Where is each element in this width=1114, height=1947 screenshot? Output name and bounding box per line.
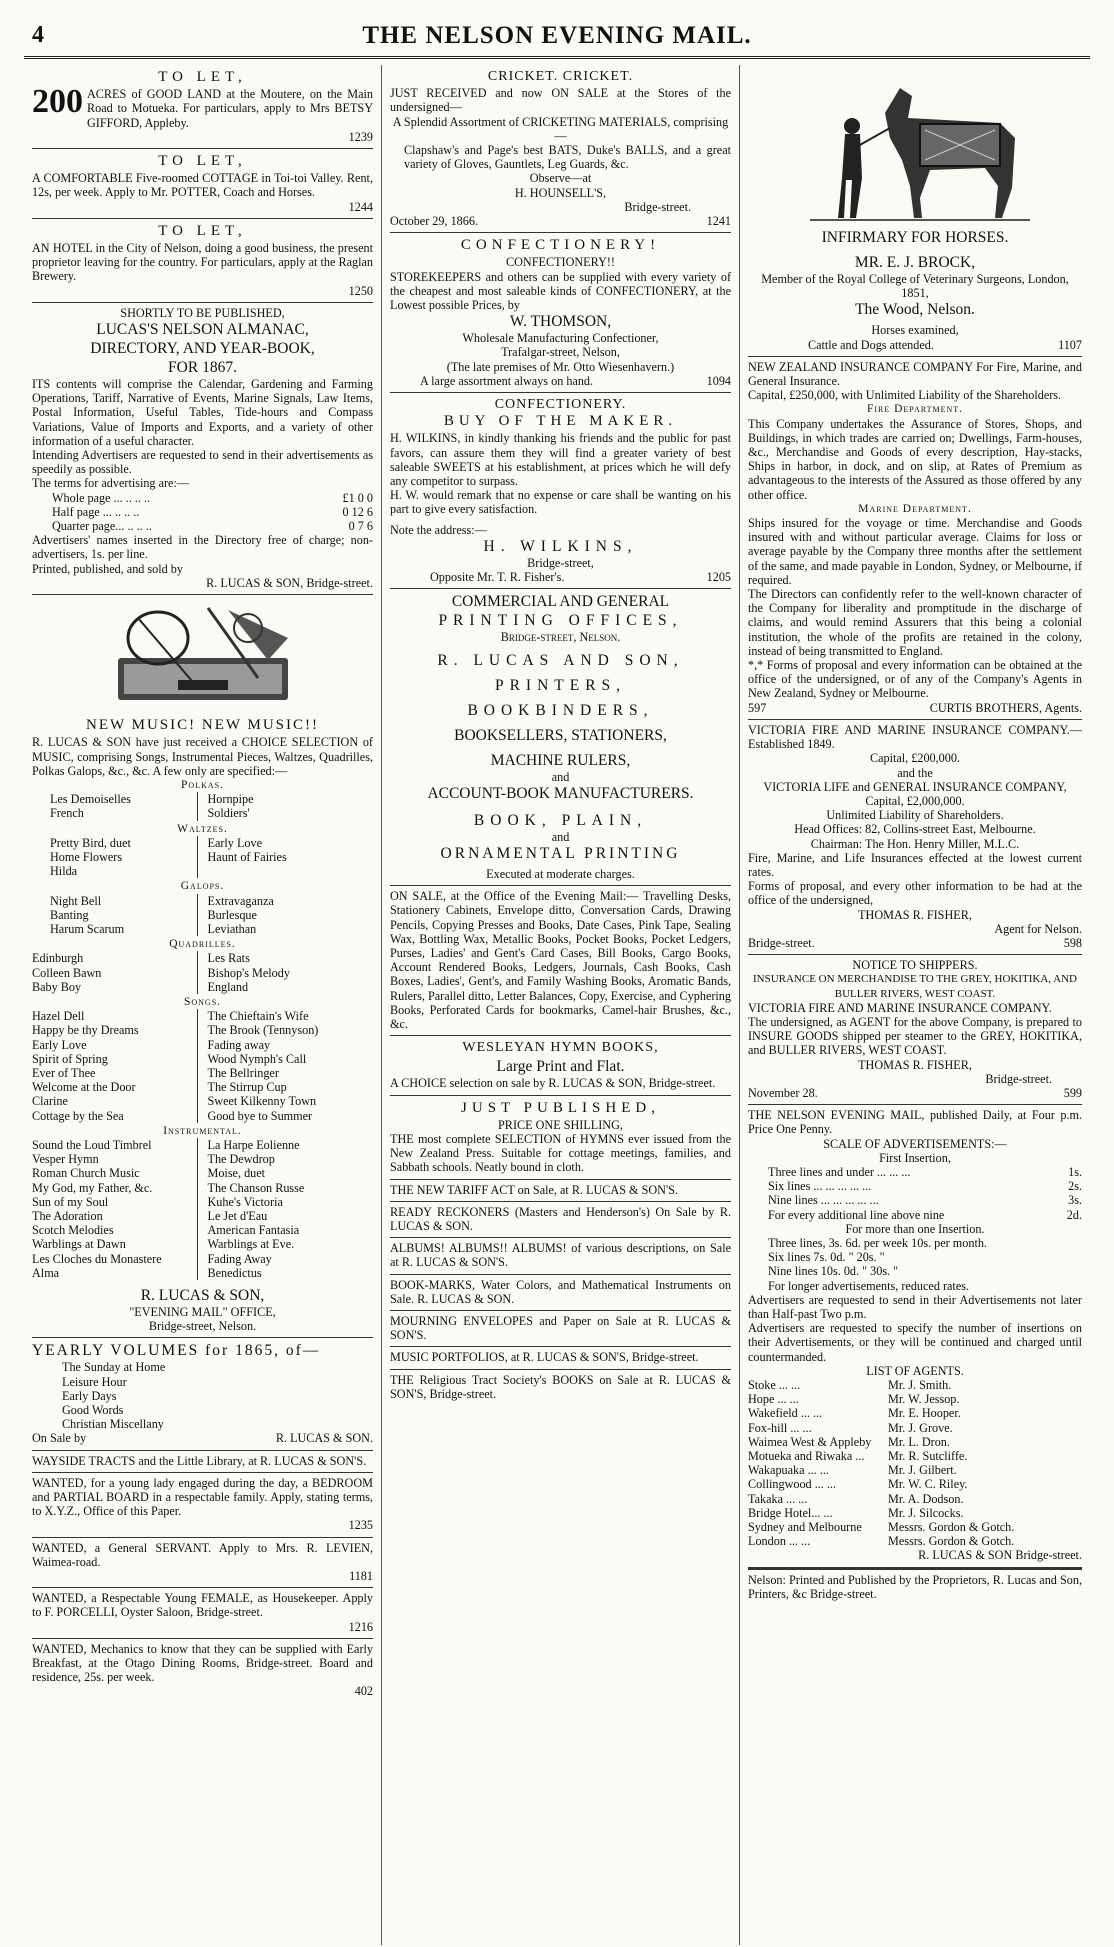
newspaper-title: THE NELSON EVENING MAIL.: [362, 22, 752, 49]
ad-code: 1235: [348, 1518, 373, 1533]
cricket-date: October 29, 1866.: [390, 214, 479, 229]
cricket-observe: Observe—at: [529, 171, 592, 186]
wilkins-name: H. WILKINS,: [483, 537, 638, 555]
ad-cottage-to-let: [32, 149, 373, 219]
infirmary-heading: INFIRMARY FOR HORSES.: [821, 229, 1009, 246]
cricket-name: H. HOUNSELL'S,: [514, 185, 607, 200]
agent-place: Fox-hill ... ...: [748, 1420, 812, 1435]
music-list: [32, 836, 373, 879]
victoria-chairman: Chairman: The Hon. Henry Miller, M.L.C.: [810, 836, 1020, 851]
nzins-agents: CURTIS BROTHERS, Agents.: [929, 700, 1082, 715]
victoria-life: VICTORIA LIFE and GENERAL INSURANCE COMPANY,: [763, 779, 1067, 794]
music-category: Instrumental.: [163, 1124, 242, 1137]
music-list: [32, 951, 373, 994]
music-titles: Les Demoiselles French: [32, 792, 198, 820]
rate-value: 0 7 6: [348, 519, 373, 534]
almanac-seller: R. LUCAS & SON, Bridge-street.: [206, 575, 373, 590]
almanac-printed: Printed, published, and sold by: [32, 561, 183, 576]
ad-almanac: [32, 303, 373, 595]
victoria-capital: Capital, £2,000,000.: [865, 793, 965, 808]
printing-line: PRINTERS,: [494, 676, 627, 694]
ad-just-published: [390, 1096, 731, 1180]
music-titles: Les Rats Bishop's Melody England: [207, 951, 290, 994]
ad-notice-shippers: [748, 955, 1082, 1105]
printing-line: Bridge-street, Nelson.: [500, 630, 621, 645]
ad-hotel-to-let: [32, 219, 373, 303]
nzins-dept: Marine Department.: [858, 502, 972, 515]
victoria-agent: Agent for Nelson.: [994, 921, 1082, 936]
printing-line: PRINTING OFFICES,: [438, 612, 683, 630]
printing-line: BOOK, PLAIN,: [473, 811, 648, 829]
ad-body: VICTORIA FIRE AND MARINE INSURANCE COMPANY.—Established 1849.: [748, 722, 1082, 752]
mail-adv: Advertisers are requested to specify the number of insertions on their Advertisements, or they will be continued and charged until countermanded.: [748, 1321, 1082, 1364]
list-item: [748, 1506, 1082, 1520]
printing-line: and: [551, 769, 570, 784]
almanac-title: LUCAS'S NELSON ALMANAC,: [96, 321, 309, 339]
ad-body: NEW ZEALAND INSURANCE COMPANY For Fire, Marine, and General Insurance.: [748, 359, 1082, 389]
rate-label: Nine lines ... ... ... ... ...: [768, 1193, 879, 1208]
ad-acres-number: 200: [32, 83, 83, 121]
ad-code: 1216: [348, 1619, 373, 1634]
agent-place: Sydney and Melbourne: [748, 1520, 862, 1535]
agent-name: Mr. J. Grove.: [888, 1420, 953, 1435]
list-item: [748, 1520, 1082, 1534]
rate-label: Quarter page... .. .. ..: [52, 519, 152, 534]
ad-wesleyan: [390, 1036, 731, 1095]
agent-name: Messrs. Gordon & Gotch.: [888, 1534, 1015, 1549]
list-item: [748, 1378, 1082, 1392]
rate-value: 2s.: [1068, 1179, 1082, 1194]
music-intro: R. LUCAS & SON have just received a CHOICE SELECTION of MUSIC, comprising Songs, Instrumental Pieces, Waltzes, Quadrilles, Polkas Galops, &c., &c. A few only are specified:—: [32, 735, 373, 778]
shippers-title: VICTORIA FIRE AND MARINE INSURANCE COMPANY.: [748, 1000, 1052, 1015]
ad-body: THE most complete SELECTION of HYMNS ever issued from the New Zealand Press. Suitable for cottage meetings, families, and Sabbath schools. Neatly bound in cloth.: [390, 1131, 731, 1175]
agent-place: Waimea West & Appleby: [748, 1434, 872, 1449]
printing-line: COMMERCIAL AND GENERAL: [451, 593, 670, 611]
ad-body: MUSIC PORTFOLIOS, at R. LUCAS & SON'S, Bridge-street.: [390, 1350, 699, 1365]
agents-list: [748, 1378, 1082, 1548]
yearly-items: The Sunday at Home Leisure Hour Early Days Good Words Christian Miscellany: [62, 1360, 166, 1432]
agent-place: Collingwood ... ...: [748, 1477, 837, 1492]
almanac-line: SHORTLY TO BE PUBLISHED,: [120, 305, 285, 320]
ad-heading: TO LET,: [158, 69, 247, 85]
ad-body: BOOK-MARKS, Water Colors, and Mathematical Instruments on Sale. R. LUCAS & SON.: [390, 1277, 731, 1306]
ad-tract-society: [390, 1370, 731, 1405]
music-list: [32, 1009, 373, 1123]
agent-name: Mr. J. Silcocks.: [888, 1505, 964, 1520]
printing-line: MACHINE RULERS,: [490, 751, 631, 769]
ad-new-music: [32, 595, 373, 1338]
agent-name: Messrs. Gordon & Gotch.: [888, 1520, 1015, 1535]
ad-body: Clapshaw's and Page's best BATS, Duke's BALLS, and a great variety of Gloves, Gauntlets, Leg Guards, &c.: [404, 143, 731, 172]
mail-adv: Advertisers are requested to send in their Advertisements not later than Half-past Two p.m.: [748, 1292, 1082, 1322]
ad-code: 1107: [1058, 337, 1082, 352]
page-number: 4: [32, 22, 45, 48]
agent-place: London ... ...: [748, 1534, 811, 1549]
music-titles: Early Love Haunt of Fairies: [207, 835, 287, 864]
music-list: [32, 1138, 373, 1280]
ad-code: 598: [1063, 935, 1082, 950]
ad-code: 402: [354, 1684, 373, 1699]
ad-heading: CONFECTIONERY!: [460, 237, 661, 254]
rate-value: 0 12 6: [342, 504, 373, 519]
yearly-seller: R. LUCAS & SON.: [275, 1431, 373, 1446]
wilkins-opp: Opposite Mr. T. R. Fisher's.: [430, 570, 565, 585]
vet-member: Member of the Royal College of Veterinary Surgeons, London, 1851,: [761, 272, 1069, 301]
footer-imprint: Nelson: Printed and Published by the Proprietors, R. Lucas and Son, Printers, &c Bridge-street.: [748, 1572, 1082, 1601]
music-heading: NEW MUSIC! NEW MUSIC!!: [85, 717, 320, 734]
victoria-fire: Fire, Marine, and Life Insurances effected at the lowest current rates.: [748, 850, 1082, 879]
wilkins-note: Note the address:—: [390, 522, 487, 537]
ad-body: THE NEW TARIFF ACT on Sale, at R. LUCAS & SON'S.: [390, 1182, 678, 1197]
agent-place: Wakefield ... ...: [748, 1406, 823, 1421]
ad-heading: TO LET,: [158, 222, 247, 239]
rate-label: Three lines and under ... ... ...: [768, 1164, 911, 1179]
mail-rates: [748, 1165, 1082, 1222]
music-titles: Night Bell Banting Harum Scarum: [32, 894, 198, 937]
ad-bookmarks: [390, 1275, 731, 1311]
almanac-body: ITS contents will comprise the Calendar, Gardening and Farming Operations, Tariff, Narrative of Events, Marine Signals, Law Items, Postal Information, Useful Tables, Tide-hours and Compass Variations, Value of Imports and Exports, and a variety of other information of a useful character.: [32, 377, 373, 448]
rate-label: For every additional line above nine: [768, 1207, 945, 1222]
ad-wayside-tracts: [32, 1451, 373, 1473]
nzins-capital: Capital, £250,000, with Unlimited Liability of the Shareholders.: [748, 388, 1062, 403]
music-titles: Hornpipe Soldiers': [207, 792, 254, 821]
music-titles: Extravaganza Burlesque Leviathan: [207, 893, 274, 936]
ad-victoria-insurance: [748, 720, 1082, 955]
ad-tariff: [390, 1180, 731, 1202]
ad-code: 597: [748, 700, 767, 715]
ad-code: 1094: [706, 373, 731, 388]
printing-line: Executed at moderate charges.: [486, 866, 635, 881]
rate-value: 3s.: [1068, 1193, 1082, 1208]
victoria-forms: Forms of proposal, and every other information to be had at the office of the undersigned,: [748, 879, 1082, 908]
page-footer: [748, 1568, 1082, 1605]
harp-engraving-icon: [88, 598, 318, 712]
agent-name: Mr. J. Gilbert.: [888, 1463, 957, 1478]
ad-body: ON SALE, at the Office of the Evening Mail:— Travelling Desks, Stationery Cabinets, Envelope ditto, Conversation Cards, Drawing Pencils, Copying Presses and Books, Date Cases, Pink Tape, Sealing Wax, Bottling Wax, Metallic Books, Pocket Books, Pocket Ledgers, Purses, Ladies' and Gent's Card Cases, Bill Books, Cargo Books, Account Rendered Books, Ledgers, Journals, Cash Books, Cash Boxes, Ladies', Gent's, and Family Washing Books, Aromatic Bands, Rulers, Parallel ditto, Letter Balances, Copy, Exercise, and Cyphering Books, Perforated Cards for bookmarks, Camel-hair Brushes, &c., &c.: [390, 889, 731, 1031]
agent-name: Mr. L. Dron.: [888, 1434, 950, 1449]
list-item: [748, 1534, 1082, 1548]
rate-value: 2d.: [1066, 1207, 1082, 1222]
ad-heading: CONFECTIONERY.: [494, 397, 627, 413]
ad-body: WANTED, Mechanics to know that they can be supplied with Early Breakfast, at the Otago Dining Rooms, Bridge-street. Board and residence, 25s. per week.: [32, 1641, 373, 1685]
mail-first: First Insertion,: [879, 1150, 951, 1165]
ad-body: A Splendid Assortment of CRICKETING MATERIALS, comprising—: [392, 114, 729, 143]
column-3: [740, 65, 1090, 1945]
confect-addr: Trafalgar-street, Nelson,: [501, 345, 620, 360]
agent-place: Wakapuaka ... ...: [748, 1463, 829, 1478]
ad-body: STOREKEEPERS and others can be supplied with every variety of the cheapest and most saleable kinds of CONFECTIONERY, at the Lowest possible Prices, by: [390, 269, 731, 313]
printing-line: R. LUCAS AND SON,: [437, 651, 684, 669]
victoria-capital: Capital, £200,000.: [869, 751, 961, 766]
ad-body: MOURNING ENVELOPES and Paper on Sale at R. LUCAS & SON'S.: [390, 1313, 731, 1343]
mail-multi: Six lines 7s. 0d. " 20s. ": [768, 1250, 885, 1265]
rate-label: Whole page ... .. .. ..: [52, 490, 151, 505]
shippers-name: THOMAS R. FISHER,: [858, 1057, 972, 1072]
yearly-title: YEARLY VOLUMES for 1865, of—: [32, 1342, 321, 1360]
nzins-dept: Fire Department.: [866, 403, 964, 416]
printing-line: ORNAMENTAL PRINTING: [440, 844, 681, 862]
almanac-year: FOR 1867.: [168, 359, 237, 377]
nzins-directors: The Directors can confidently refer to the well-known character of the Company for liberality and promptitude in the discharge of claims, and would remind Assurers that this being a colonial institution, the whole of the profits are retained in the colony, instead of being transmitted to England.: [748, 587, 1082, 658]
ad-cricket: [390, 65, 731, 233]
shippers-sub: INSURANCE ON MERCHANDISE TO THE GREY, HOKITIKA, AND BULLER RIVERS, WEST COAST.: [752, 973, 1077, 1000]
ad-nz-insurance: [748, 357, 1082, 720]
ad-mourning: [390, 1311, 731, 1347]
music-category: Waltzes.: [177, 822, 228, 835]
ad-heading: JUST PUBLISHED,: [461, 1099, 660, 1116]
ad-printing-offices: [390, 589, 731, 886]
victoria-offices: Head Offices: 82, Collins-street East, Melbourne.: [794, 822, 1036, 837]
vet-exam: Horses examined,: [871, 323, 959, 338]
agent-name: Mr. W. Jessop.: [888, 1392, 960, 1407]
ad-body: H. W. would remark that no expense or care shall be wanting on his part to give every satisfaction.: [390, 488, 731, 517]
ad-confectionery-thomson: [390, 233, 731, 393]
music-titles: The Chieftain's Wife The Brook (Tennyson) Fading away Wood Nymph's Call The Bellringer The Stirrup Cup Sweet Kilkenny Town Good bye to Summer: [207, 1009, 319, 1123]
victoria-name: THOMAS R. FISHER,: [858, 907, 972, 922]
ad-body: WANTED, a General SERVANT. Apply to Mrs. R. LEVIEN, Waimea-road.: [32, 1540, 373, 1569]
list-item: [748, 1421, 1082, 1435]
rate-value: 1s.: [1068, 1164, 1082, 1179]
ad-evening-mail: [748, 1105, 1082, 1568]
vet-name: MR. E. J. BROCK,: [854, 254, 976, 271]
ad-subheading: PRICE ONE SHILLING,: [498, 1117, 623, 1132]
ad-body: ALBUMS! ALBUMS!! ALBUMS! of various descriptions, on Sale at R. LUCAS & SON'S.: [390, 1241, 731, 1270]
ad-reckoners: [390, 1202, 731, 1238]
ad-yearly-volumes: [32, 1338, 373, 1450]
ad-subheading: CONFECTIONERY!!: [505, 255, 615, 270]
ad-infirmary: [748, 65, 1082, 357]
rate-label: Half page ... .. .. ..: [52, 504, 140, 519]
music-titles: Pretty Bird, duet Home Flowers Hilda: [32, 836, 198, 879]
almanac-rates: [32, 491, 373, 534]
ad-confectionery-wilkins: [390, 393, 731, 589]
music-titles: Hazel Dell Happy be thy Dreams Early Love Spirit of Spring Ever of Thee Welcome at the Door Clarine Cottage by the Sea: [32, 1009, 198, 1123]
nzins-marine: Ships insured for the voyage or time. Merchandise and Goods insured with and without particular average. Claims for loss or average payable by the Company three months after the settlement of the same, and made payable in London, Sydney, or Melbourne, if required.: [748, 516, 1082, 587]
cricket-street: Bridge-street.: [624, 199, 691, 214]
music-titles: La Harpe Eolienne The Dewdrop Moise, duet The Chanson Russe Kuhe's Victoria Le Jet d'Eau American Fantasia Warblings at Eve. Fading Away Benedictus: [207, 1137, 305, 1280]
music-category: Polkas.: [181, 778, 224, 791]
ad-wanted-bedroom: [32, 1473, 373, 1538]
nzins-forms: *,* Forms of proposal and every information can be obtained at the office of the undersigned, or of any of the Company's Agents in New Zealand, Sydney or Melbourne.: [748, 658, 1082, 701]
music-signature: "EVENING MAIL" OFFICE,: [129, 1305, 276, 1320]
ad-body: THE NELSON EVENING MAIL, published Daily, at Four p.m. Price One Penny.: [748, 1108, 1082, 1137]
nzins-fire: This Company undertakes the Assurance of Stores, Shops, and Buildings, in which trades are carried on; Dwellings, Farm-houses, &c., Merchandise and Goods of every description, Hay-stacks, Ships in harbor, in dock, and on slip, at Rates of Premium as advantageous to the interests of the Assured as those offered by any other office.: [748, 416, 1082, 502]
ad-body: THE Religious Tract Society's BOOKS on Sale at R. LUCAS & SON'S, Bridge-street.: [390, 1372, 731, 1401]
agent-name: Mr. R. Sutcliffe.: [888, 1449, 968, 1464]
confect-desc: Wholesale Manufacturing Confectioner,: [462, 331, 659, 346]
list-item: [748, 1477, 1082, 1491]
ad-wanted-female: [32, 1588, 373, 1639]
mail-longer: For longer advertisements, reduced rates.: [768, 1278, 970, 1293]
printing-line: BOOKBINDERS,: [467, 701, 654, 719]
mail-more: For more than one Insertion.: [845, 1221, 985, 1236]
ad-body: A COMFORTABLE Five-roomed COTTAGE in Toi-toi Valley. Rent, 12s, per week. Apply to Mr. POTTER, Coach and Horses.: [32, 171, 373, 200]
mail-list-heading: LIST OF AGENTS.: [866, 1363, 964, 1378]
vet-cattle: Cattle and Dogs attended.: [808, 337, 934, 352]
ad-body: WANTED, a Respectable Young FEMALE, as Housekeeper. Apply to F. PORCELLI, Oyster Saloon, Bridge-street.: [32, 1591, 373, 1620]
printing-line: BOOKSELLERS, STATIONERS,: [454, 726, 667, 744]
ad-code: 1241: [706, 214, 731, 229]
music-list: [32, 894, 373, 937]
agent-name: Mr. J. Smith.: [888, 1378, 952, 1393]
rate-value: £1 0 0: [342, 490, 373, 505]
music-signature: R. LUCAS & SON,: [140, 1287, 265, 1305]
agent-name: Mr. A. Dodson.: [888, 1491, 964, 1506]
printing-line: ACCOUNT-BOOK MANUFACTURERS.: [427, 784, 694, 802]
confect-name: W. THOMSON,: [509, 313, 612, 331]
almanac-title: DIRECTORY, AND YEAR-BOOK,: [90, 340, 315, 358]
agent-place: Bridge Hotel... ...: [748, 1505, 833, 1520]
list-item: [748, 1463, 1082, 1477]
columns: [24, 65, 1090, 1945]
ad-code: 599: [1063, 1085, 1082, 1100]
ad-subheading: Large Print and Flat.: [496, 1058, 625, 1076]
mail-scale: SCALE OF ADVERTISEMENTS:—: [823, 1136, 1007, 1151]
list-item: [748, 1406, 1082, 1420]
music-instruments-engraving: [32, 598, 373, 716]
masthead-rule: [24, 56, 1090, 59]
music-titles: Sound the Loud Timbrel Vesper Hymn Roman Church Music My God, my Father, &c. Sun of my Soul The Adoration Scotch Melodies Warblings at Dawn Les Cloches du Monastere Alma: [32, 1138, 198, 1280]
ad-body: AN HOTEL in the City of Nelson, doing a good business, the present proprietor leaving for the country. For particulars, apply at the Raglan Brewery.: [32, 241, 373, 284]
wilkins-street: Bridge-street,: [527, 555, 594, 570]
horse-icon: [790, 68, 1040, 224]
music-category: Songs.: [183, 995, 222, 1008]
music-titles: Edinburgh Colleen Bawn Baby Boy: [32, 951, 198, 994]
list-item: [748, 1449, 1082, 1463]
masthead: [24, 18, 1090, 52]
ad-wanted-mechanics: [32, 1639, 373, 1703]
almanac-body: Intending Advertisers are requested to send in their advertisements as speedily as possible.: [32, 448, 373, 477]
almanac-terms: The terms for advertising are:—: [32, 476, 190, 491]
agent-place: Motueka and Riwaka ...: [748, 1449, 865, 1464]
ad-body: H. WILKINS, in kindly thanking his friends and the public for past favors, can assure them they will find a greater variety of best saleable SWEETS at his establishment, at prices which he will defy any competitor to surpass.: [390, 431, 731, 489]
ad-body: A CHOICE selection on sale by R. LUCAS & SON, Bridge-street.: [390, 1076, 716, 1091]
ad-body: JUST RECEIVED and now ON SALE at the Stores of the undersigned—: [390, 86, 731, 115]
confect-stock: A large assortment always on hand.: [420, 373, 594, 388]
ad-body: READY RECKONERS (Masters and Henderson's) On Sale by R. LUCAS & SON.: [390, 1204, 731, 1233]
ad-code: 1250: [348, 283, 373, 298]
list-item: [748, 1435, 1082, 1449]
rate-label: Six lines ... ... ... ... ...: [768, 1179, 872, 1194]
victoria-unlimited: Unlimited Liability of Shareholders.: [826, 808, 1004, 823]
ad-land-to-let: [32, 65, 373, 149]
ad-heading: CRICKET. CRICKET.: [487, 69, 634, 84]
ad-code: 1205: [706, 570, 731, 585]
agent-name: Mr. E. Hooper.: [888, 1406, 961, 1421]
yearly-sale: On Sale by: [32, 1431, 87, 1446]
mail-multi: Three lines, 3s. 6d. per week 10s. per month.: [768, 1236, 987, 1250]
music-list: [32, 792, 373, 820]
mail-multi: Nine lines 10s. 0d. " 30s. ": [768, 1264, 899, 1279]
vet-place: The Wood, Nelson.: [855, 301, 975, 319]
victoria-and: and the: [897, 765, 933, 780]
music-category: Quadrilles.: [169, 938, 236, 951]
shippers-date: November 28.: [748, 1085, 818, 1100]
ad-subheading: BUY OF THE MAKER.: [443, 413, 678, 430]
ad-code: 1181: [349, 1569, 373, 1584]
ad-body: WANTED, for a young lady engaged during the day, a BEDROOM and PARTIAL BOARD in a respectable family. Apply, stating terms, to X.Y.Z., Office of this Paper.: [32, 1475, 373, 1519]
column-1: [24, 65, 382, 1945]
ad-body: WAYSIDE TRACTS and the Little Library, at R. LUCAS & SON'S.: [32, 1453, 367, 1468]
ad-on-sale: [390, 886, 731, 1036]
column-2: [382, 65, 740, 1945]
ad-portfolios: [390, 1347, 731, 1369]
horse-engraving: [748, 68, 1082, 228]
ad-code: 1239: [348, 129, 373, 144]
ad-wanted-servant: [32, 1538, 373, 1589]
victoria-street: Bridge-street.: [748, 935, 815, 950]
list-item: [748, 1392, 1082, 1406]
ad-albums: [390, 1238, 731, 1274]
ad-code: 1244: [348, 199, 373, 214]
agent-place: Stoke ... ...: [748, 1378, 801, 1393]
printing-line: and: [551, 829, 570, 844]
ad-heading: NOTICE TO SHIPPERS.: [852, 958, 978, 973]
mail-signature: R. LUCAS & SON Bridge-street.: [918, 1548, 1082, 1563]
confect-prev: (The late premises of Mr. Otto Wiesenhavern.): [446, 359, 675, 374]
ad-body: ACRES of GOOD LAND at the Moutere, on the Main Road to Motueka. For particulars, apply to Mrs BETSY GIFFORD, Appleby.: [87, 87, 373, 130]
agent-place: Hope ... ...: [748, 1392, 799, 1407]
list-item: [748, 1492, 1082, 1506]
ad-heading: WESLEYAN HYMN BOOKS,: [462, 1040, 659, 1056]
music-category: Galops.: [180, 880, 225, 893]
shippers-street: Bridge-street.: [985, 1071, 1052, 1086]
almanac-body: Advertisers' names inserted in the Directory free of charge; non-advertisers, 1s. per line.: [32, 533, 373, 562]
agent-name: Mr. W. C. Riley.: [888, 1477, 968, 1492]
music-signature: Bridge-street, Nelson.: [148, 1319, 257, 1334]
agent-place: Takaka ... ...: [748, 1491, 808, 1506]
ad-body: The undersigned, as AGENT for the above Company, is prepared to INSURE GOODS shipped per steamer to the GREY, HOKITIKA, and BULLER RIVERS, WEST COAST.: [748, 1014, 1082, 1058]
ad-heading: TO LET,: [158, 153, 247, 170]
